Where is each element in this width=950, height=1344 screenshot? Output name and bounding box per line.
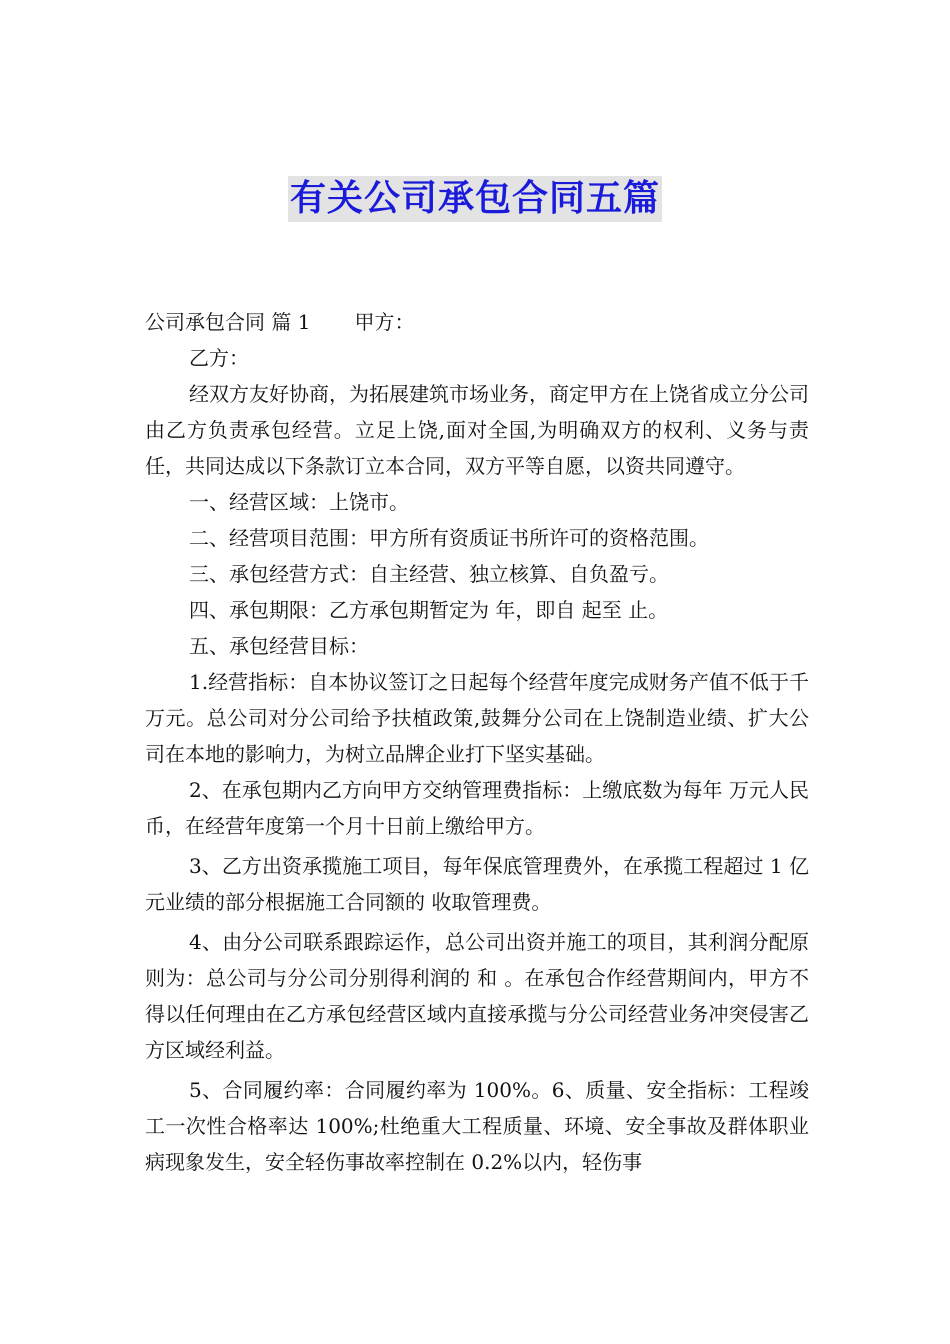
contract-heading: 公司承包合同 篇 1 xyxy=(145,310,311,334)
target-item-2: 2、在承包期内乙方向甲方交纳管理费指标：上缴底数为每年 万元人民币，在经营年度第一个月十日前上缴给甲方。 xyxy=(145,778,809,838)
clause-business-scope: 二、经营项目范围：甲方所有资质证书所许可的资格范围。 xyxy=(189,526,709,550)
party-a-label: 甲方： xyxy=(354,310,415,334)
target-item-5-6: 5、合同履约率：合同履约率为 100%。6、质量、安全指标：工程竣工一次性合格率达 100%;杜绝重大工程质量、环境、安全事故及群体职业病现象发生，安全轻伤事故率控制在 0.2%以内，轻伤事 xyxy=(145,1078,809,1174)
clause-business-area: 一、经营区域：上饶市。 xyxy=(189,490,409,514)
clause-contract-term: 四、承包期限：乙方承包期暂定为 年，即自 起至 止。 xyxy=(189,598,669,622)
target-item-1: 1.经营指标：自本协议签订之日起每个经营年度完成财务产值不低于千万元。总公司对分公司给予扶植政策,鼓舞分公司在上饶制造业绩、扩大公司在本地的影响力，为树立品牌企业打下坚实基础。 xyxy=(145,670,809,766)
title-container xyxy=(0,176,950,222)
clause-operation-targets: 五、承包经营目标： xyxy=(189,634,369,658)
party-b-label: 乙方： xyxy=(189,346,249,370)
preamble-paragraph: 经双方友好协商，为拓展建筑市场业务，商定甲方在上饶省成立分公司由乙方负责承包经营。立足上饶,面对全国,为明确双方的权利、义务与责任，共同达成以下条款订立本合同，双方平等自愿，以资共同遵守。 xyxy=(145,382,809,478)
contract-heading-line xyxy=(145,304,809,340)
clause-operation-mode: 三、承包经营方式：自主经营、独立核算、自负盈亏。 xyxy=(189,562,669,586)
document-title: 有关公司承包合同五篇 xyxy=(288,176,662,222)
target-item-4: 4、由分公司联系跟踪运作，总公司出资并施工的项目，其利润分配原则为：总公司与分公司分别得利润的 和 。在承包合作经营期间内，甲方不得以任何理由在乙方承包经营区域内直接承揽与分公司经营业务冲突侵害乙方区域经利益。 xyxy=(145,930,809,1062)
document-body xyxy=(145,304,809,1180)
target-item-3: 3、乙方出资承揽施工项目，每年保底管理费外，在承揽工程超过 1 亿元业绩的部分根据施工合同额的 收取管理费。 xyxy=(145,854,809,914)
